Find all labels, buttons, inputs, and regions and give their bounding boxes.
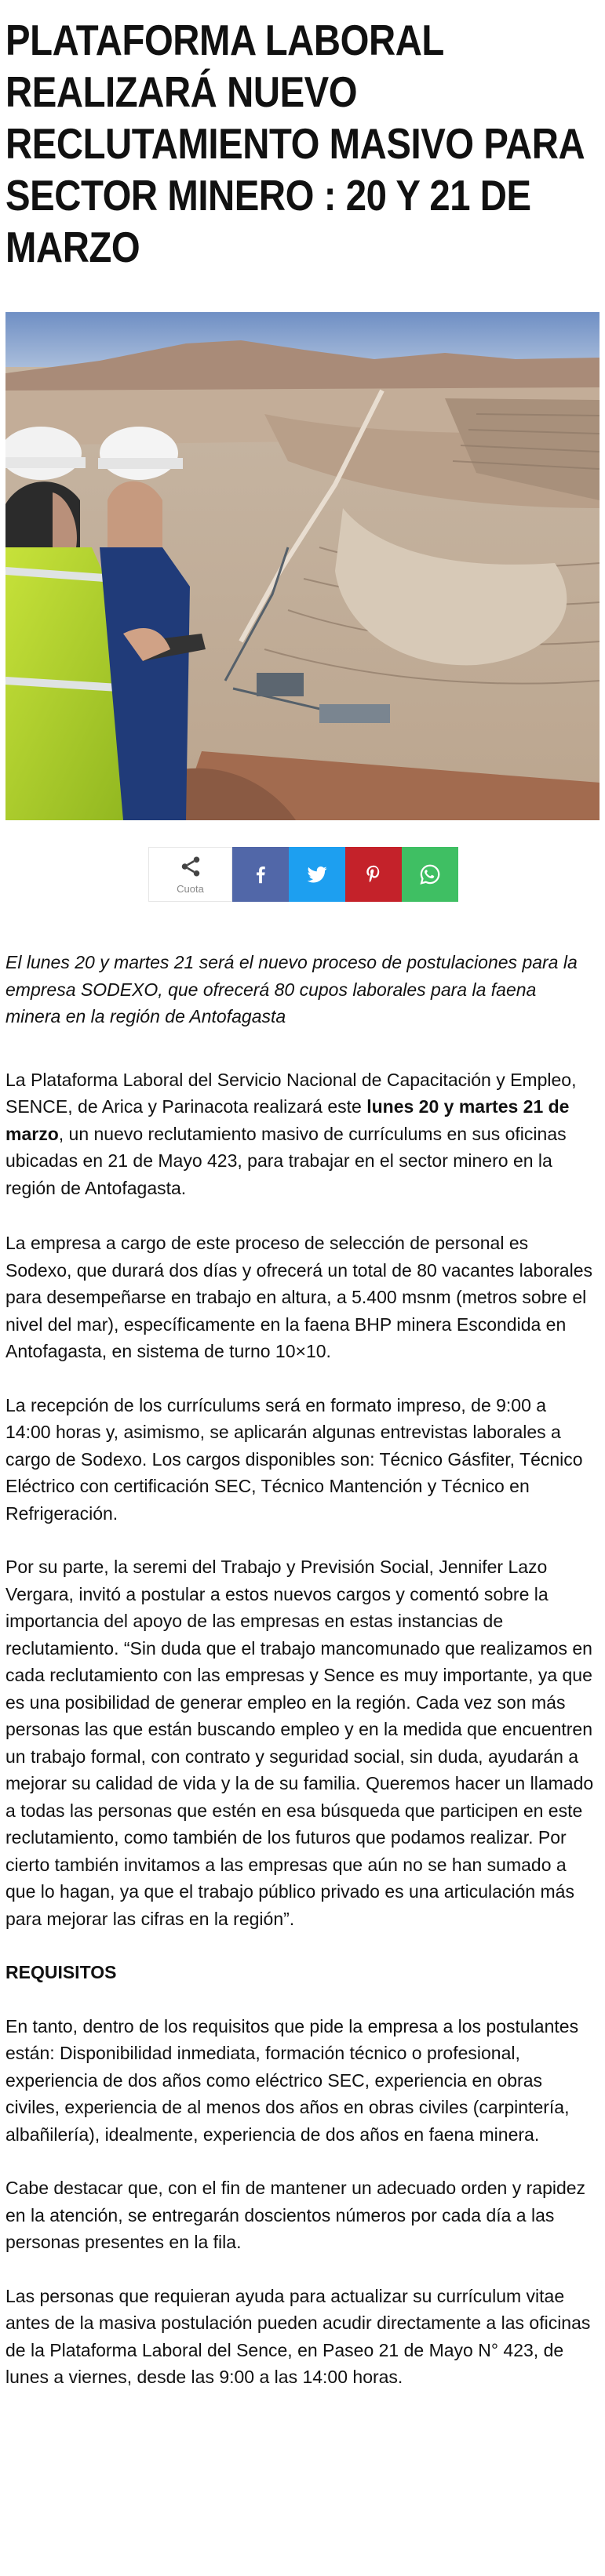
twitter-icon <box>305 863 329 886</box>
paragraph-1: La Plataforma Laboral del Servicio Nacional de Capacitación y Empleo, SENCE, de Arica y Parinacota realizará este lunes 20 y martes 21 de marzo, un nuevo reclutamiento masivo de currículums en sus oficinas ubicadas en 21 de Mayo 423, para trabajar en el sector minero en la región de Antofagasta. <box>5 1069 577 1198</box>
share-label: Cuota <box>177 882 204 895</box>
paragraph-5: En tanto, dentro de los requisitos que pide la empresa a los postulantes están: Disponibilidad inmediata, formación técnico o profesional, experiencia de dos años como eléctrico SEC, experiencia en obras civiles, experiencia de al menos dos años en obras civiles (carpintería, albañilería), idealmente, experiencia de dos años en faena minera. <box>5 2015 579 2145</box>
facebook-icon <box>249 863 272 886</box>
pinterest-icon <box>362 863 385 886</box>
pinterest-share-button[interactable] <box>345 847 402 902</box>
share-icon <box>179 855 202 878</box>
article-lead: El lunes 20 y martes 21 será el nuevo proceso de postulaciones para la empresa SODEXO, que ofrecerá 80 cupos laborales para la faena minera en la región de Antofagasta <box>5 952 578 1026</box>
share-count[interactable] <box>148 847 232 902</box>
hero-image <box>5 312 600 820</box>
whatsapp-share-button[interactable] <box>402 847 458 902</box>
article-body <box>5 949 594 2418</box>
share-bar <box>148 847 458 902</box>
paragraph-2: La empresa a cargo de este proceso de selección de personal es Sodexo, que durará dos días y ofrecerá un total de 80 vacantes laborales para desempeñarse en trabajo en altura, a 5.400 msnm (metros sobre el nivel del mar), específicamente en la faena BHP minera Escondida en Antofagasta, en sistema de turno 10×10. <box>5 1233 592 1361</box>
paragraph-7: Las personas que requieran ayuda para actualizar su currículum vitae antes de la masiva postulación pueden acudir directamente a las oficinas de la Plataforma Laboral del Sence, en Paseo 21 de Mayo N° 423, de lunes a viernes, desde las 9:00 a las 14:00 horas. <box>5 2285 591 2387</box>
paragraph-3: La recepción de los currículums será en formato impreso, de 9:00 a 14:00 horas y, asimismo, se aplicarán algunas entrevistas laborales a cargo de Sodexo. Los cargos disponibles son: Técnico Gásfiter, Técnico Eléctrico con certificación SEC, Técnico Mantención y Técnico en Refrigeración. <box>5 1394 583 1524</box>
facebook-share-button[interactable] <box>232 847 289 902</box>
paragraph-4: Por su parte, la seremi del Trabajo y Previsión Social, Jennifer Lazo Vergara, invitó a postular a estos nuevos cargos y comentó sobre la importancia del apoyo de las empresas en estas instancias de reclutamiento. “Sin duda que el trabajo mancomunado que realizamos en cada reclutamiento con las empresas y Sence es muy importante, ya que es una posibilidad de generar empleo en la región. Cada vez son más personas las que están buscando empleo y en la medida que encuentren un trabajo formal, con contrato y seguridad social, sin duda, ayudarán a mejorar su calidad de vida y la de su familia. Queremos hacer un llamado a todas las personas que estén en esa búsqueda que participen en este reclutamiento, como también de los futuros que podamos realizar. Por cierto también invitamos a las empresas que aún no se han sumado a que lo hagan, ya que el trabajo público privado es una articulación más para mejorar las cifras en la región”. <box>5 1557 594 1929</box>
mining-site-photo <box>5 312 600 820</box>
whatsapp-icon <box>418 863 442 886</box>
article-title: PLATAFORMA LABORAL REALIZARÁ NUEVO RECLUTAMIENTO MASIVO PARA SECTOR MINERO : 20 Y 21 DE MARZO <box>5 16 584 271</box>
paragraph-6: Cabe destacar que, con el fin de mantener un adecuado orden y rapidez en la atención, se entregarán doscientos números por cada día a las personas presentes en la fila. <box>5 2178 586 2252</box>
event-dates: lunes 20 y martes 21 de marzo <box>5 1096 570 1144</box>
requisitos-heading: REQUISITOS <box>5 1962 117 1982</box>
twitter-share-button[interactable] <box>289 847 345 902</box>
